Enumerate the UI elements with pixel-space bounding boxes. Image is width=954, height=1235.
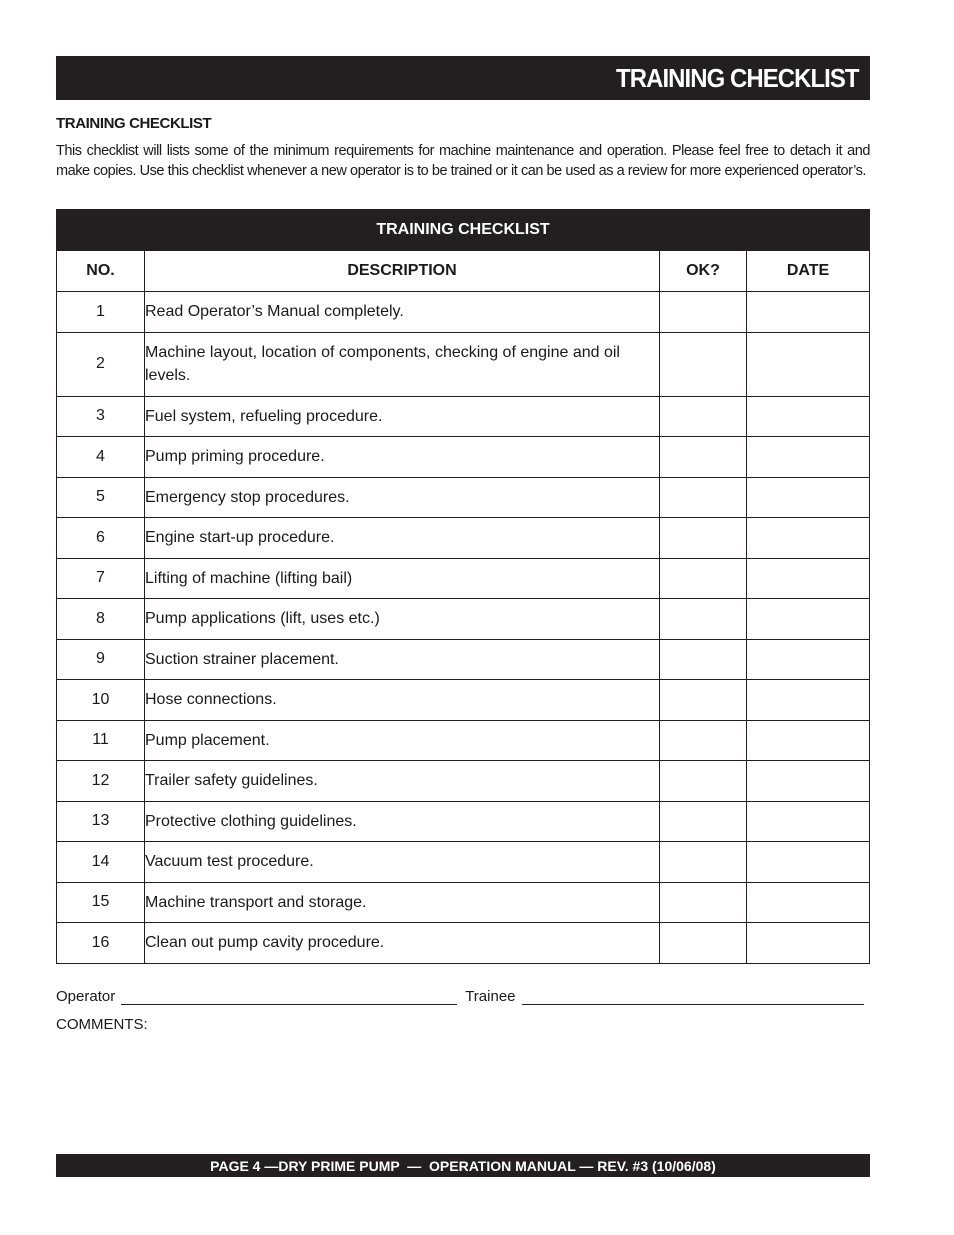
table-row <box>57 801 870 842</box>
table-title: TRAINING CHECKLIST <box>57 210 870 251</box>
row-date-cell[interactable] <box>747 720 870 761</box>
column-header-no: NO. <box>57 251 145 292</box>
table-row <box>57 761 870 802</box>
row-description: Fuel system, refueling procedure. <box>145 396 660 437</box>
table-row <box>57 518 870 559</box>
row-description: Read Operator’s Manual completely. <box>145 292 660 333</box>
trainee-signature-field[interactable] <box>522 990 864 1005</box>
row-description: Pump placement. <box>145 720 660 761</box>
row-date-cell[interactable] <box>747 882 870 923</box>
row-number: 13 <box>57 801 145 842</box>
row-number: 11 <box>57 720 145 761</box>
row-date-cell[interactable] <box>747 558 870 599</box>
row-number: 3 <box>57 396 145 437</box>
intro-paragraph: This checklist will lists some of the minimum requirements for machine maintenance and operation. Please feel free to detach it and make copies. Use this checklist whenever a new operator is to be trained or it can be used as a review for more experienced operator’s. <box>56 143 870 179</box>
row-ok-checkbox-cell[interactable] <box>660 923 747 964</box>
row-description: Suction strainer placement. <box>145 639 660 680</box>
row-date-cell[interactable] <box>747 801 870 842</box>
row-ok-checkbox-cell[interactable] <box>660 680 747 721</box>
row-number: 10 <box>57 680 145 721</box>
table-row <box>57 558 870 599</box>
row-number: 15 <box>57 882 145 923</box>
row-ok-checkbox-cell[interactable] <box>660 558 747 599</box>
row-description: Trailer safety guidelines. <box>145 761 660 802</box>
table-row <box>57 680 870 721</box>
row-ok-checkbox-cell[interactable] <box>660 761 747 802</box>
row-date-cell[interactable] <box>747 761 870 802</box>
table-row <box>57 437 870 478</box>
row-number: 16 <box>57 923 145 964</box>
page-footer <box>56 1154 870 1177</box>
table-row <box>57 842 870 883</box>
row-date-cell[interactable] <box>747 518 870 559</box>
row-ok-checkbox-cell[interactable] <box>660 332 747 396</box>
row-ok-checkbox-cell[interactable] <box>660 477 747 518</box>
row-date-cell[interactable] <box>747 477 870 518</box>
row-description: Vacuum test procedure. <box>145 842 660 883</box>
row-number: 5 <box>57 477 145 518</box>
row-number: 14 <box>57 842 145 883</box>
row-ok-checkbox-cell[interactable] <box>660 639 747 680</box>
row-number: 1 <box>57 292 145 333</box>
row-date-cell[interactable] <box>747 680 870 721</box>
table-row <box>57 396 870 437</box>
row-ok-checkbox-cell[interactable] <box>660 882 747 923</box>
row-ok-checkbox-cell[interactable] <box>660 396 747 437</box>
row-date-cell[interactable] <box>747 437 870 478</box>
page-header-bar <box>56 56 870 100</box>
comments-label: COMMENTS: <box>56 1016 148 1033</box>
row-ok-checkbox-cell[interactable] <box>660 292 747 333</box>
column-header-ok: OK? <box>660 251 747 292</box>
column-header-date: DATE <box>747 251 870 292</box>
row-date-cell[interactable] <box>747 599 870 640</box>
row-ok-checkbox-cell[interactable] <box>660 720 747 761</box>
training-checklist-table <box>56 209 870 964</box>
checklist-body <box>57 292 870 964</box>
row-ok-checkbox-cell[interactable] <box>660 842 747 883</box>
row-ok-checkbox-cell[interactable] <box>660 801 747 842</box>
row-number: 4 <box>57 437 145 478</box>
row-number: 9 <box>57 639 145 680</box>
row-date-cell[interactable] <box>747 923 870 964</box>
row-number: 7 <box>57 558 145 599</box>
row-description: Machine transport and storage. <box>145 882 660 923</box>
row-description: Machine layout, location of components, checking of engine and oil levels. <box>145 332 660 396</box>
row-date-cell[interactable] <box>747 332 870 396</box>
row-description: Clean out pump cavity procedure. <box>145 923 660 964</box>
row-ok-checkbox-cell[interactable] <box>660 437 747 478</box>
row-description: Engine start-up procedure. <box>145 518 660 559</box>
row-number: 12 <box>57 761 145 802</box>
section-title: TRAINING CHECKLIST <box>56 115 212 132</box>
page-title: TRAINING CHECKLIST <box>616 62 859 93</box>
row-description: Lifting of machine (lifting bail) <box>145 558 660 599</box>
table-row <box>57 639 870 680</box>
row-number: 8 <box>57 599 145 640</box>
row-date-cell[interactable] <box>747 292 870 333</box>
row-ok-checkbox-cell[interactable] <box>660 599 747 640</box>
row-date-cell[interactable] <box>747 842 870 883</box>
row-number: 6 <box>57 518 145 559</box>
column-header-description: DESCRIPTION <box>145 251 660 292</box>
table-row <box>57 477 870 518</box>
table-row <box>57 923 870 964</box>
operator-label: Operator <box>56 988 116 1005</box>
signoff-line <box>56 988 870 1005</box>
table-row <box>57 332 870 396</box>
table-row <box>57 599 870 640</box>
footer-text: PAGE 4 —DRY PRIME PUMP — OPERATION MANUAL — REV. #3 (10/06/08) <box>210 1157 716 1174</box>
trainee-label: Trainee <box>465 988 516 1005</box>
table-row <box>57 882 870 923</box>
row-ok-checkbox-cell[interactable] <box>660 518 747 559</box>
table-row <box>57 720 870 761</box>
row-date-cell[interactable] <box>747 396 870 437</box>
row-number: 2 <box>57 332 145 396</box>
row-description: Pump applications (lift, uses etc.) <box>145 599 660 640</box>
row-description: Emergency stop procedures. <box>145 477 660 518</box>
table-row <box>57 292 870 333</box>
row-date-cell[interactable] <box>747 639 870 680</box>
operator-signature-field[interactable] <box>121 990 457 1005</box>
row-description: Hose connections. <box>145 680 660 721</box>
row-description: Pump priming procedure. <box>145 437 660 478</box>
row-description: Protective clothing guidelines. <box>145 801 660 842</box>
